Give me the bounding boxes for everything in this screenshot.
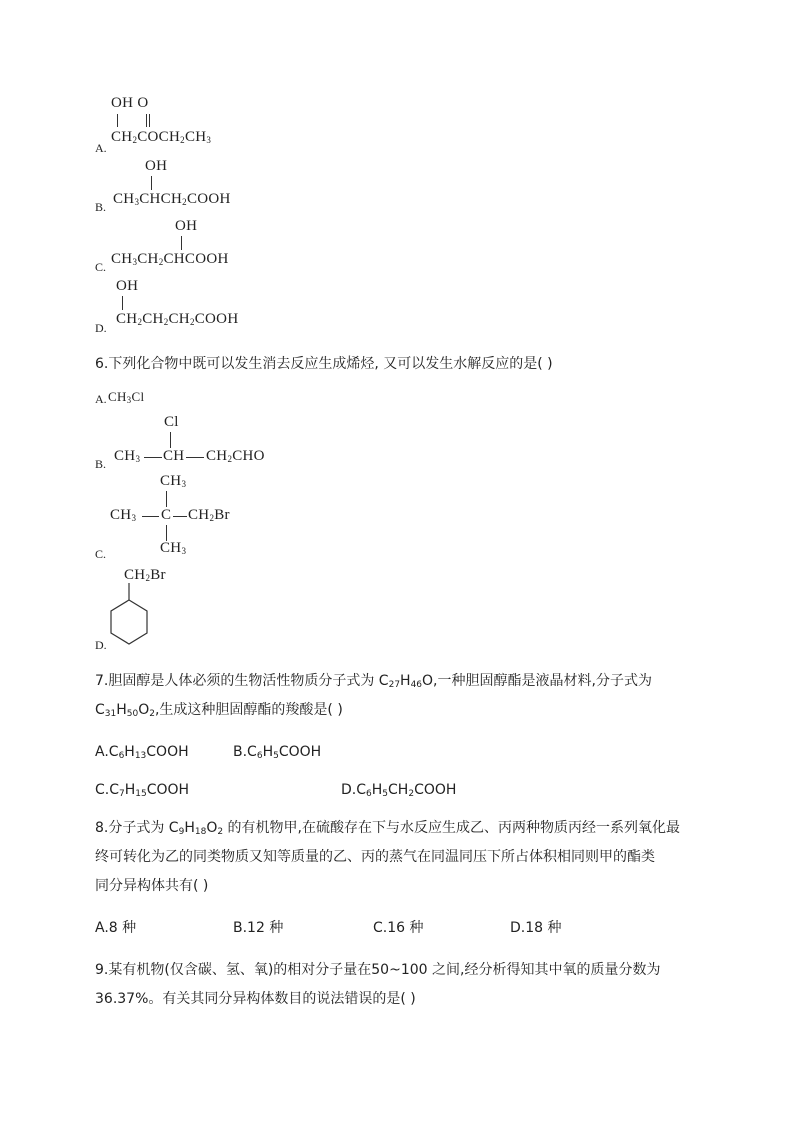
q9-line2: 36.37%。有关其同分异构体数目的说法错误的是( ) bbox=[95, 991, 416, 1007]
q7-line1: 7.胆固醇是人体必须的生物活性物质分子式为 $C_{27}H_{46}O$,一种胆固醇酯是液晶材料,分子式为 bbox=[95, 673, 652, 690]
q8-option-d: D.18 种 bbox=[510, 920, 562, 936]
q5-b-top: OH bbox=[145, 158, 168, 174]
q8-option-c: C.16 种 bbox=[373, 920, 424, 936]
q6-c-hbond1 bbox=[142, 516, 159, 517]
q5-a-top: OH O bbox=[111, 95, 149, 111]
q6-a-formula: $CH_3Cl$ bbox=[108, 389, 145, 405]
q5-a-bond-oh bbox=[117, 114, 118, 127]
q6-c-vbond-down bbox=[166, 525, 167, 541]
q6-c-hbond2 bbox=[173, 516, 187, 517]
q6-stem: 6.下列化合物中既可以发生消去反应生成烯烃, 又可以发生水解反应的是( ) bbox=[95, 356, 553, 372]
q5-b-formula: $CH_3CHCH_2COOH$ bbox=[113, 191, 231, 207]
q7-option-d: $D.C_6H_5CH_2COOH$ bbox=[341, 782, 457, 799]
q5-d-bond bbox=[122, 296, 123, 310]
q5-a-formula: $CH_2COCH_2CH_3$ bbox=[111, 129, 212, 145]
q6-b-right: $CH_2CHO$ bbox=[206, 448, 265, 464]
q6-d-letter: D. bbox=[95, 638, 107, 652]
q8-line3: 同分异构体共有( ) bbox=[95, 878, 209, 894]
q5-d-formula: $CH_2CH_2CH_2COOH$ bbox=[116, 311, 239, 327]
q5-a-letter: A. bbox=[95, 141, 107, 155]
cyclohexane-ring bbox=[105, 583, 165, 663]
q5-b-bond bbox=[151, 176, 152, 190]
q8-line2: 终可转化为乙的同类物质又知等质量的乙、丙的蒸气在同温同压下所占体积相同则甲的酯类 bbox=[95, 849, 655, 865]
q8-option-b: B.12 种 bbox=[233, 920, 284, 936]
q6-b-mid: CH bbox=[163, 448, 185, 464]
q6-c-right: $CH_2Br$ bbox=[188, 507, 230, 523]
q6-c-bottom: $CH_3$ bbox=[160, 540, 187, 556]
q5-c-letter: C. bbox=[95, 260, 107, 274]
q6-b-letter: B. bbox=[95, 457, 107, 471]
q7-option-c: $C.C_7H_{15}COOH$ bbox=[95, 782, 190, 799]
q5-c-top: OH bbox=[175, 218, 198, 234]
q6-b-left: $CH_3$ bbox=[114, 448, 141, 464]
q6-c-vbond-up bbox=[166, 491, 167, 507]
q5-a-bond-co1 bbox=[146, 114, 147, 127]
q9-line1: 9.某有机物(仅含碳、氢、氧)的相对分子量在50~100 之间,经分析得知其中氧的质量分数为 bbox=[95, 962, 661, 978]
q7-line2: $C_{31}H_{50}O_2$,生成这种胆固醇酯的羧酸是( ) bbox=[95, 702, 343, 719]
q7-option-b: $B.C_6H_5COOH$ bbox=[233, 744, 322, 761]
q7-option-a: $A.C_6H_{13}COOH$ bbox=[95, 744, 189, 761]
q6-b-top: Cl bbox=[164, 414, 179, 430]
q6-b-vbond bbox=[170, 432, 171, 448]
q5-a-bond-co2 bbox=[149, 114, 150, 127]
q5-d-top: OH bbox=[116, 278, 139, 294]
q6-a-letter: A. bbox=[95, 392, 107, 406]
q6-b-hbond2 bbox=[186, 457, 204, 458]
q6-c-letter: C. bbox=[95, 547, 107, 561]
q5-c-formula: $CH_3CH_2CHCOOH$ bbox=[111, 251, 229, 267]
q6-b-hbond1 bbox=[144, 457, 162, 458]
q6-d-substituent: $CH_2Br$ bbox=[124, 567, 166, 583]
q6-c-top: $CH_3$ bbox=[160, 473, 187, 489]
q8-option-a: A.8 种 bbox=[95, 920, 137, 936]
q5-b-letter: B. bbox=[95, 200, 107, 214]
q6-c-mid: C bbox=[161, 507, 172, 523]
q8-line1: 8.分子式为 $C_9H_{18}O_2$ 的有机物甲,在硫酸存在下与水反应生成乙、丙两种物质丙经一系列氧化最 bbox=[95, 820, 680, 837]
q5-c-bond bbox=[181, 236, 182, 250]
q6-c-left: $CH_3$ bbox=[110, 507, 137, 523]
q5-d-letter: D. bbox=[95, 321, 107, 335]
